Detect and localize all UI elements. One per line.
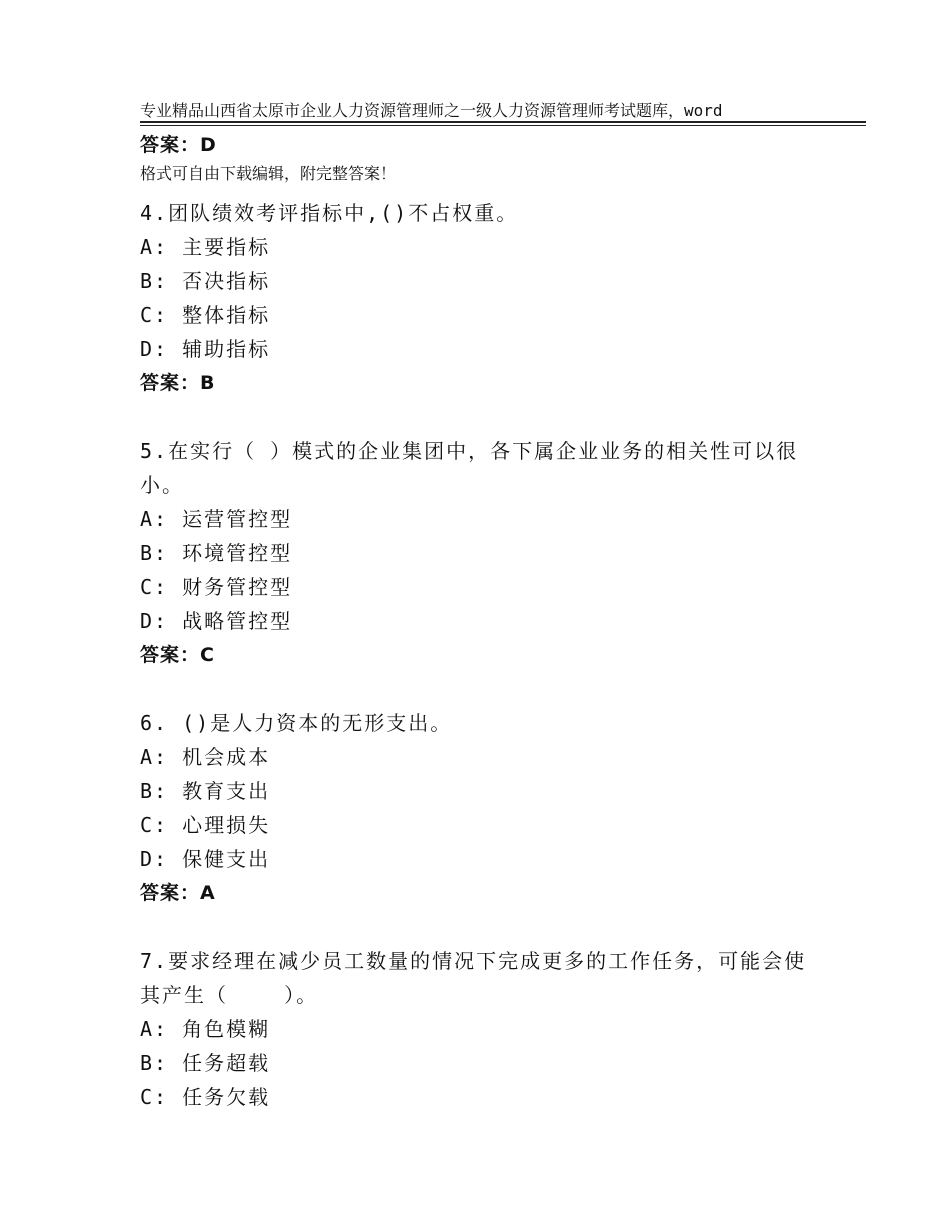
option-c: C: 财务管控型 bbox=[140, 575, 293, 599]
question-stem: 6. ()是人力资本的无形支出。 bbox=[140, 711, 453, 735]
question-stem: 5.在实行（ ）模式的企业集团中，各下属企业业务的相关性可以很 bbox=[140, 439, 799, 463]
option-d: D: 辅助指标 bbox=[140, 337, 271, 361]
option-c: C: 心理损失 bbox=[140, 813, 271, 837]
option-a: A: 角色模糊 bbox=[140, 1017, 271, 1041]
header-line-1: 专业精品山西省太原市企业人力资源管理师之一级人力资源管理师考试题库，word bbox=[140, 101, 723, 120]
question-stem: 4.团队绩效考评指标中,()不占权重。 bbox=[140, 201, 519, 225]
option-b: B: 环境管控型 bbox=[140, 541, 293, 565]
header-rule-thin bbox=[140, 125, 866, 126]
header-rule-thick bbox=[140, 121, 866, 123]
option-b: B: 否决指标 bbox=[140, 269, 271, 293]
previous-answer: 答案：D bbox=[140, 134, 217, 156]
question-stem: 7.要求经理在减少员工数量的情况下完成更多的工作任务，可能会使 bbox=[140, 949, 807, 973]
question-block bbox=[140, 196, 840, 400]
question-list bbox=[140, 128, 840, 1114]
option-c: C: 整体指标 bbox=[140, 303, 271, 327]
question-stem-cont: 其产生（ ）。 bbox=[140, 983, 319, 1007]
option-b: B: 教育支出 bbox=[140, 779, 271, 803]
question-block bbox=[140, 434, 840, 672]
option-a: A: 机会成本 bbox=[140, 745, 271, 769]
question-block bbox=[140, 944, 840, 1114]
option-a: A: 运营管控型 bbox=[140, 507, 293, 531]
question-stem-cont: 小。 bbox=[140, 473, 184, 497]
answer: 答案：C bbox=[140, 644, 215, 666]
answer: 答案：B bbox=[140, 372, 216, 394]
option-c: C: 任务欠载 bbox=[140, 1085, 271, 1109]
option-d: D: 战略管控型 bbox=[140, 609, 293, 633]
option-b: B: 任务超载 bbox=[140, 1051, 271, 1075]
header-line-2: 格式可自由下载编辑，附完整答案！ bbox=[140, 164, 397, 183]
option-d: D: 保健支出 bbox=[140, 847, 271, 871]
question-block bbox=[140, 706, 840, 910]
option-a: A: 主要指标 bbox=[140, 235, 271, 259]
answer: 答案：A bbox=[140, 882, 216, 904]
